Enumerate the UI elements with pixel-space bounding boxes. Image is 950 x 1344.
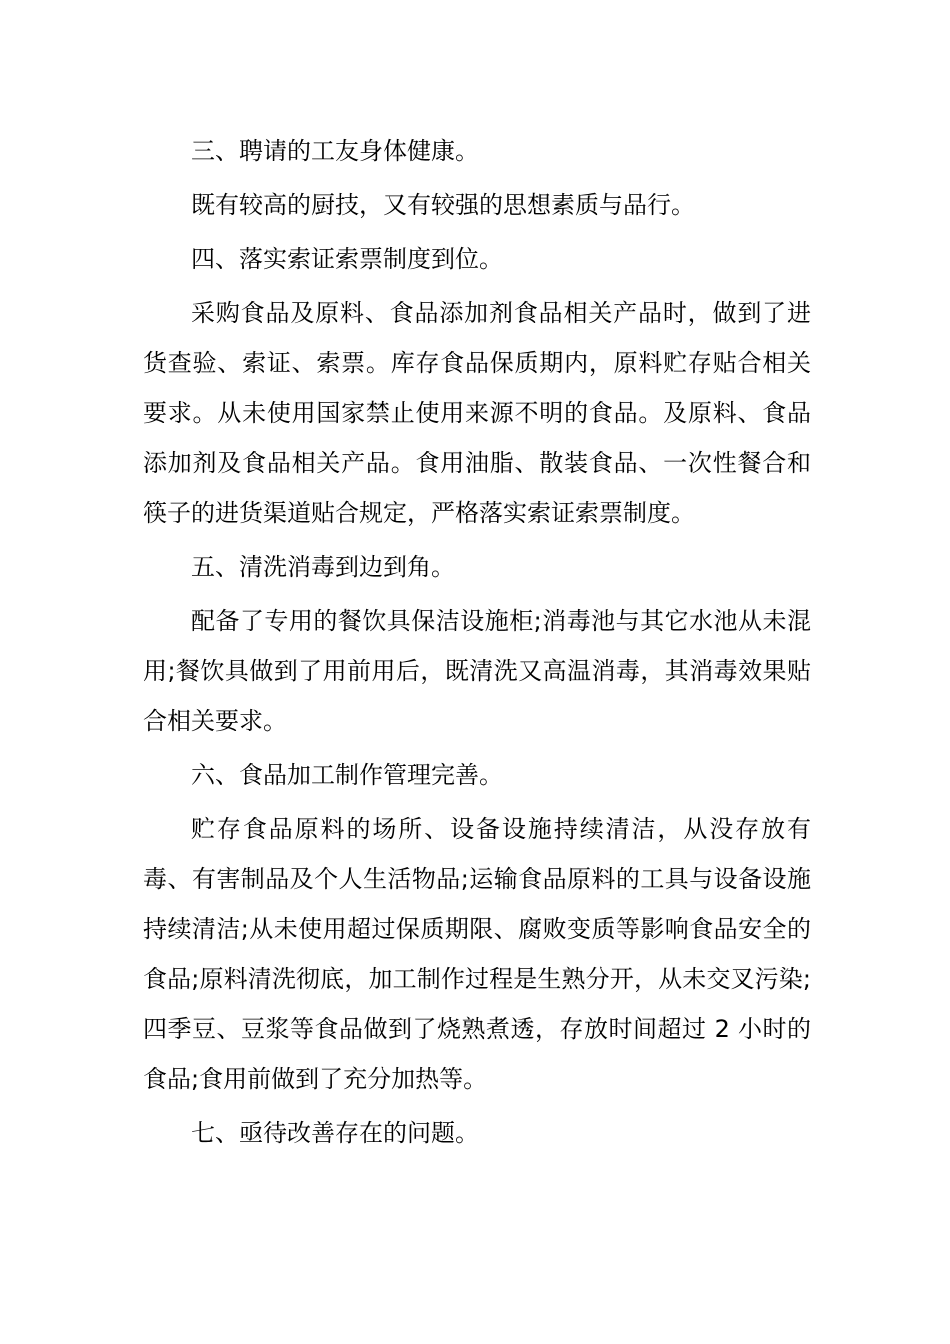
paragraph: 采购食品及原料、食品添加剂食品相关产品时，做到了进货查验、索证、索票。库存食品保质期内，原料贮存贴合相关要求。从未使用国家禁止使用来源不明的食品。及原料、食品添加剂及食品相关产品。食用油脂、散装食品、一次性餐合和筷子的进货渠道贴合规定，严格落实索证索票制度。: [143, 299, 811, 527]
section-heading-3: 三、聘请的工友身体健康。: [191, 137, 479, 165]
paragraph: 贮存食品原料的场所、设备设施持续清洁，从没存放有毒、有害制品及个人生活物品;运输食品原料的工具与设备设施持续清洁;从未使用超过保质期限、腐败变质等影响食品安全的食品;原料清洗彻底，加工制作过程是生熟分开，从未交叉污染;四季豆、豆浆等食品做到了烧熟煮透，存放时间超过 2 小时的食品;食用前做到了充分加热等。: [143, 815, 811, 1093]
paragraph: 既有较高的厨技，又有较强的思想素质与品行。: [191, 191, 695, 219]
document-body: [143, 126, 811, 1162]
section-heading-4: 四、落实索证索票制度到位。: [191, 245, 503, 273]
section-heading-6: 六、食品加工制作管理完善。: [191, 761, 503, 789]
section-heading-7: 七、亟待改善存在的问题。: [191, 1119, 479, 1147]
section-heading-5: 五、清洗消毒到边到角。: [191, 553, 455, 581]
paragraph: 配备了专用的餐饮具保洁设施柜;消毒池与其它水池从未混用;餐饮具做到了用前用后，既清洗又高温消毒，其消毒效果贴合相关要求。: [143, 607, 811, 735]
